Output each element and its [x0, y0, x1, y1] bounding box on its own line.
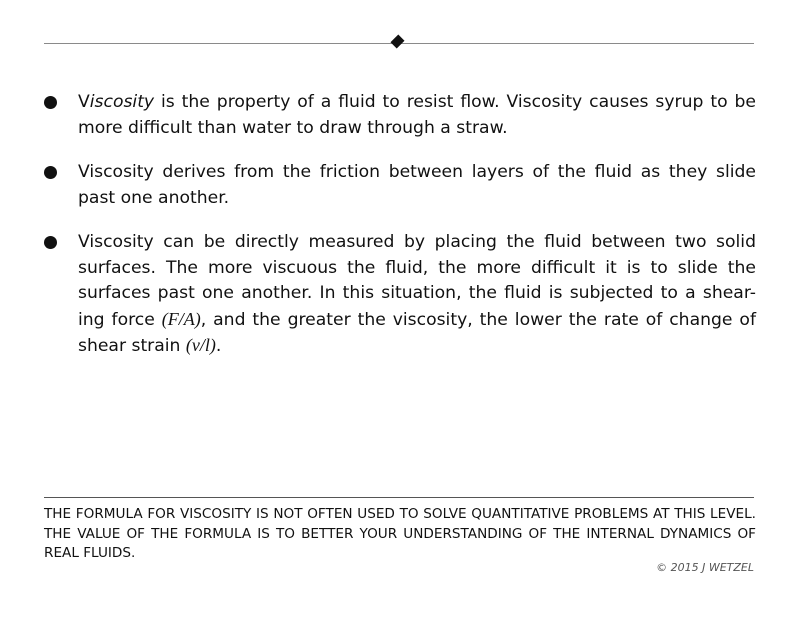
bullet-list: [44, 90, 756, 379]
formula-force-per-area: (F/A): [161, 308, 201, 329]
diamond-ornament-icon: [390, 34, 404, 48]
bullet-dot-icon: [44, 166, 57, 179]
formula-shear-strain-rate: (v/l): [185, 335, 216, 355]
bullet-dot-icon: [44, 96, 57, 109]
bullet-dot-icon: [44, 236, 57, 249]
bullet-text: .: [215, 336, 222, 356]
bullet-item-measurement: [44, 230, 756, 360]
copyright: © 2015 J WETZEL: [656, 561, 754, 574]
bullet-item-friction: [44, 160, 756, 211]
term-italic: iscosity: [89, 92, 155, 112]
footer-divider: [44, 497, 754, 498]
bullet-text: Viscosity can be directly measured by placing the fluid between two solid surfaces. The more viscuous the fluid, the more difficult it is to slide the surfaces past one another. In this situation, the fluid is subjected to a shear-ing force: [78, 232, 756, 330]
footer-note: THE FORMULA FOR VISCOSITY IS NOT OFTEN USED TO SOLVE QUANTITATIVE PROBLEMS AT THIS LEVEL. THE VALUE OF THE FORMULA IS TO BETTER YOUR UNDERSTANDING OF THE INTERNAL DYNAMICS OF REAL FLUIDS.: [44, 506, 756, 561]
bullet-text: Viscosity derives from the friction between layers of the fluid as they slide past one another.: [78, 162, 756, 208]
bullet-text: , and the greater the viscosity, the lower the rate of change of shear strain: [78, 309, 756, 356]
bullet-text: is the property of a fluid to resist flow. Viscosity causes syrup to be more difficult than water to draw through a straw.: [78, 92, 756, 138]
term-lead: V: [78, 92, 90, 112]
bullet-item-definition: [44, 90, 756, 141]
